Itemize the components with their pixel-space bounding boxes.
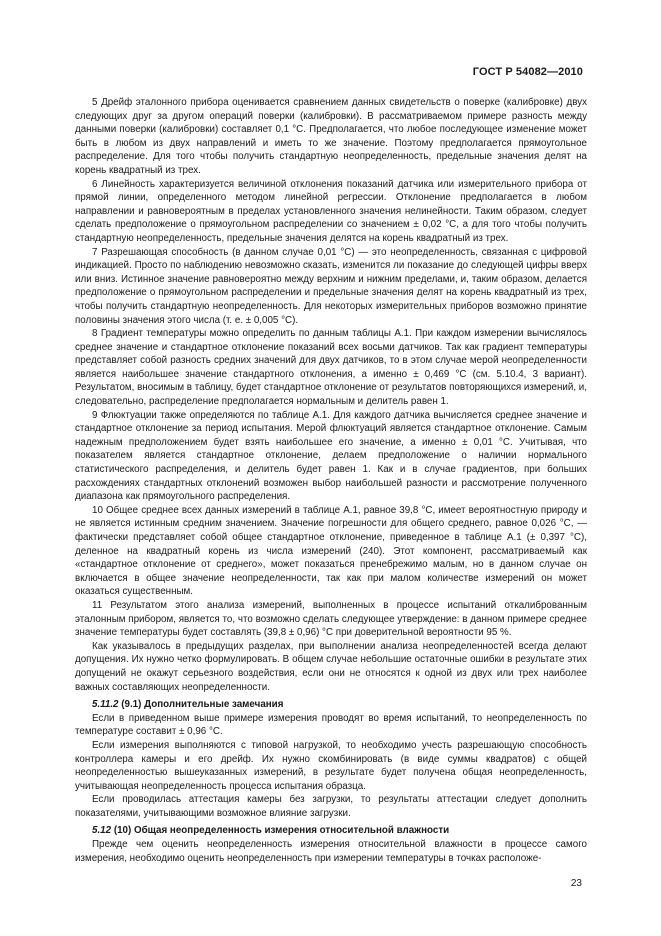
section-number: 5.11.2 (92, 699, 119, 711)
paragraph-item-8: 8 Градиент температуры можно определить по данным таблицы А.1. При каждом измерении вычислялось среднее значение и стандартное отклонение показаний всех восьми датчиков. Так как градиент температуры представляет собой разность средних значений для двух датчиков, то в этом случае мерой неопределенности является наибольшее значение стандартного отклонения, а именно ± 0,469 °С (см. 5.10.4, 3 вариант). Результатом, вносимым в таблицу, будет стандартное отклонение от результатов повторяющихся измерений, и, следовательно, распределение предполагается нормальным и делитель равен 1. (75, 328, 587, 408)
page-number: 23 (570, 878, 582, 889)
paragraph-item-10: 10 Общее среднее всех данных измерений в таблице А.1, равное 39,8 °С, имеет вероятностную природу и не является истинным средним значением. Значение погрешности для общего среднего, равное 0,026 °С, — фактически представляет собой общее стандартное отклонение, приведенное в таблице А.1 (± 0,397 °С), деленное на квадратный корень из числа измерений (240). Этот компонент, рассматриваемый как «стандартное отклонение от среднего», может показаться пренебрежимо малым, но в данном случае он включается в общее значение неопределенности, так как при малом количестве измерений он может оказаться существенным. (75, 504, 587, 598)
paragraph: Если в приведенном выше примере измерения проводят во время испытаний, то неопределенность по температуре составит ± 0,96 °С. (75, 712, 587, 738)
section-heading-5-12 (75, 824, 587, 838)
section-ref: (9.1) (121, 699, 142, 711)
section-title: Общая неопределенность измерения относительной влажности (133, 825, 450, 837)
paragraph-item-9: 9 Флюктуации также определяются по таблице А.1. Для каждого датчика вычисляется среднее значение и стандартное отклонение за период испытания. Мерой флюктуаций является стандартное отклонение. Самым надежным предположением будет взять наибольшее его значение, а именно ± 0,01 °С. Учитывая, что показателем является стандартное отклонение, делаем предположение о наличии нормального статистического распределения, и делитель будет равен 1. Как и в случае градиентов, при больших расхождениях стандартных отклонений возможен выбор наибольшей разности и рассмотрение полученного диапазона как прямоугольного распределения. (75, 409, 587, 503)
paragraph: Если проводилась аттестация камеры без загрузки, то результаты аттестации следует дополнить показателями, учитывающими возможное влияние загрузки. (75, 794, 587, 819)
paragraph-item-5: 5 Дрейф эталонного прибора оценивается сравнением данных свидетельств о поверке (калибровке) двух следующих друг за другом операций поверки (калибровки). В рассматриваемом примере разность между данными поверки (калибровки) составляет 0,1 °С. Предполагается, что любое последующее изменение может быть в любом из двух направлений и иметь то же значение. Поэтому предполагается прямоугольное распределение. Для того чтобы получить стандартную неопределенность, предельные значения делят на корень квадратный из трех. (75, 97, 587, 176)
paragraph: Прежде чем оценить неопределенность измерения относительной влажности в процессе самого измерения, необходимо оценить неопределенность при измерении температуры в точках расположе- (75, 839, 587, 864)
paragraph: Если измерения выполняются с типовой нагрузкой, то необходимо учесть разрешающую способность контроллера камеры и его дрейф. Их нужно скомбинировать (в виде суммы квадратов) с общей неопределенностью вышеуказанных измерений, в результате будет получена общая неопределенность, учитывающая неопределенность процесса испытания образца. (75, 739, 587, 792)
document-body (75, 96, 587, 865)
document-header: ГОСТ Р 54082—2010 (472, 66, 583, 78)
paragraph-item-7: 7 Разрешающая способность (в данном случае 0,01 °С) — это неопределенность, связанная с цифровой индикацией. Просто по наблюдению невозможно сказать, изменится ли показание до следующей цифры вверх или вниз. Истинное значение равновероятно между верхним и нижним пределами, и, таким образом, делается предположение о прямоугольном распределении и предельные значения делят на корень квадратный из трех, чтобы получить стандартную неопределенность. Для некоторых измерительных приборов возможно принятие половины значения этого числа (т. е. ± 0,005 °С). (75, 246, 587, 326)
section-title: Дополнительные замечания (144, 699, 284, 711)
section-heading-5-11-2 (75, 698, 587, 712)
paragraph-item-11: 11 Результатом этого анализа измерений, выполненных в процессе испытаний откалиброванным эталонным прибором, является то, что возможно сделать следующее утверждение: в данном примере среднее значение температуры будет составлять (39,8 ± 0,96) °С при доверительной вероятности 95 %. (75, 599, 587, 639)
paragraph-assumptions: Как указывалось в предыдущих разделах, при выполнении анализа неопределенностей всегда делают допущения. Их нужно четко формулировать. В общем случае небольшие остаточные ошибки в результате этих допущений не окажут серьезного воздействия, если они не относятся к одной из двух или трех наиболее важных составляющих неопределенности. (75, 640, 587, 693)
section-number: 5.12 (92, 825, 112, 837)
paragraph-item-6: 6 Линейность характеризуется величиной отклонения показаний датчика или измерительного прибора от прямой линии, определенного методом линейной регрессии. Отклонение предполагается в любом направлении и равновероятным в пределах установленного значения нелинейности. Таким образом, следует сделать предположение о прямоугольном распределении со значением ± 0,02 °С, а для того чтобы получить стандартную неопределенность, предельные значения делятся на корень квадратный из трех. (75, 178, 587, 244)
section-ref: (10) (113, 825, 132, 837)
